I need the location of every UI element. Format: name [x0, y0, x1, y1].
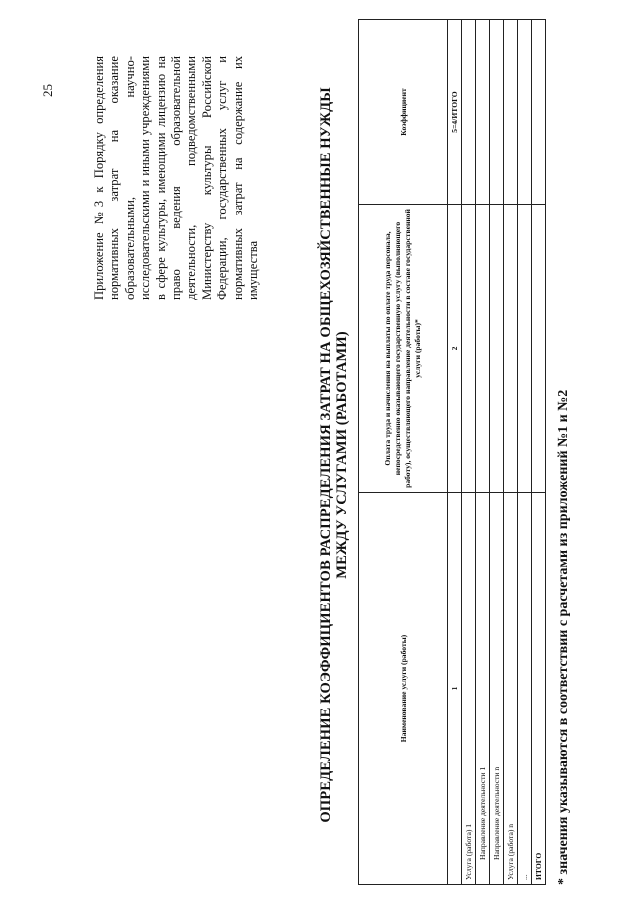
page-number: 25 — [40, 84, 55, 97]
row-label: ... — [518, 493, 532, 885]
row-label: ИТОГО — [532, 493, 546, 885]
header-coefficient: Коэффициент — [359, 20, 448, 205]
table-row — [518, 20, 532, 885]
table-header-row — [359, 20, 448, 885]
column-number-3: 5=4/ИТОГО — [448, 20, 462, 205]
table-row — [462, 20, 476, 885]
table-row — [504, 20, 518, 885]
row-label: Услуга (работа) n — [504, 493, 518, 885]
row-label: Услуга (работа) 1 — [462, 493, 476, 885]
title-line-1: ОПРЕДЕЛЕНИЕ КОЭФФИЦИЕНТОВ РАСПРЕДЕЛЕНИЯ ЗАТРАТ НА ОБЩЕХОЗЯЙСТВЕННЫЕ НУЖДЫ — [318, 87, 334, 823]
annex-caption: Приложение №3 к Порядку определения нормативных затрат на оказание образовательными, научно-исследовательскими и иными учреждениями в сфере культуры, имеющими лицензию на право ведения образовательной деятельности, подведомственными Министерству культуры Российской Федерации, государственных услуг и нормативных затрат на содержание их имущества — [92, 56, 261, 300]
header-labor-payment: Оплата труда и начисления на выплаты по оплате труда персонала, непосредственно оказывающего государственную услугу (выполняющего работу), осуществляющего направление деятельности в составе государственной услуги (работы)* — [359, 205, 448, 493]
column-number-1: 1 — [448, 493, 462, 885]
coefficients-table — [358, 19, 546, 885]
table-row — [476, 20, 490, 885]
table-column-numbers — [448, 20, 462, 885]
table-row-total — [532, 20, 546, 885]
header-service-name: Наименование услуги (работы) — [359, 493, 448, 885]
title-line-2: МЕЖДУ УСЛУГАМИ (РАБОТАМИ) — [334, 331, 350, 579]
row-label: Направление деятельности 1 — [476, 493, 490, 885]
column-number-2: 2 — [448, 205, 462, 493]
table-row — [490, 20, 504, 885]
row-label: Направление деятельности n — [490, 493, 504, 885]
footnote: * значения указываются в соответствии с расчетами из приложений №1 и №2 — [556, 389, 571, 885]
document-title — [318, 45, 350, 865]
